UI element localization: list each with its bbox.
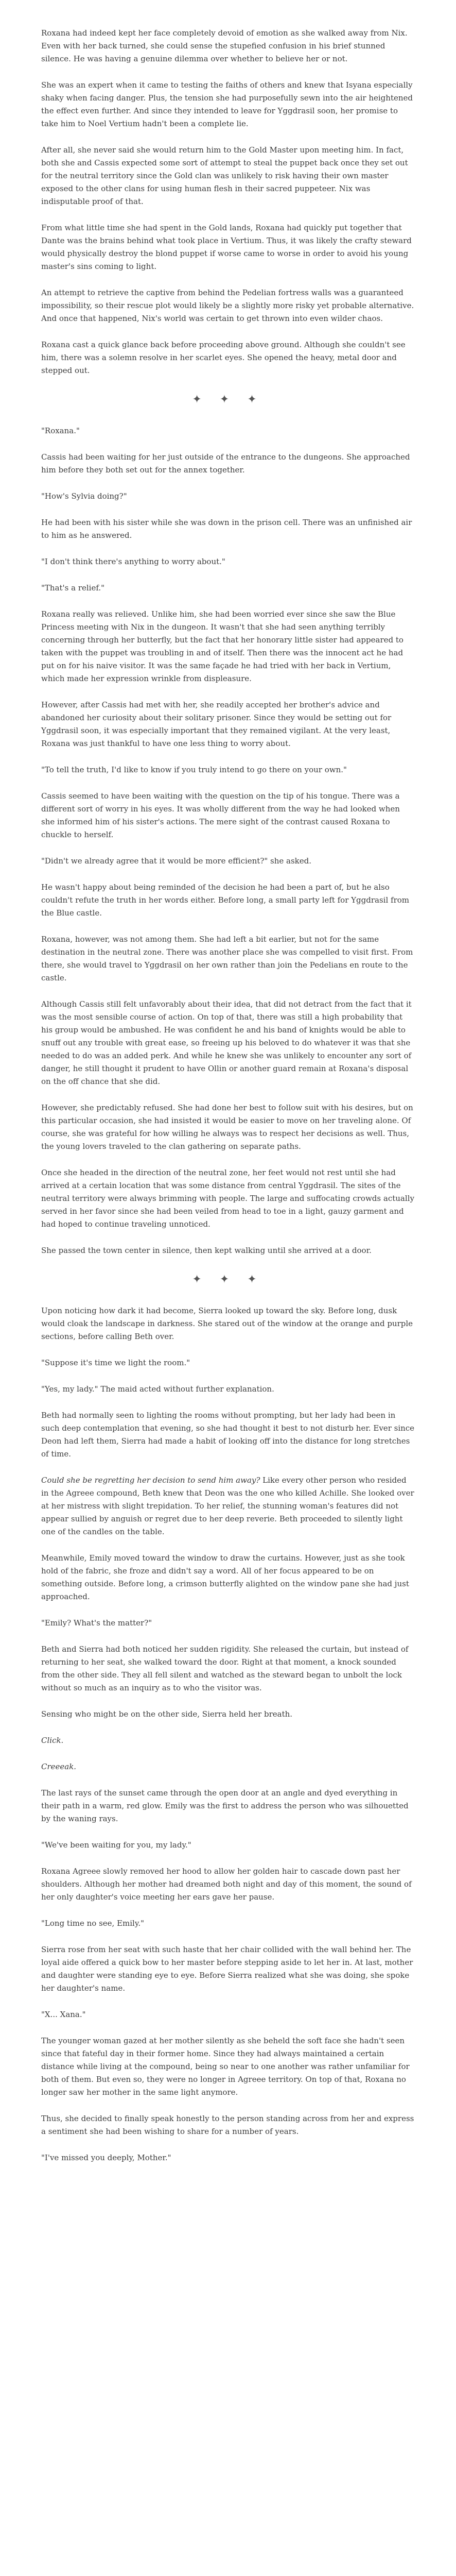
- paragraph: Upon noticing how dark it had become, Sierra looked up toward the sky. Before long, dusk would cloak the landscape in darkness. She stared out of the window at the orange and purple sections, before calling Beth over.: [41, 1306, 413, 1341]
- paragraph: [41, 1474, 415, 1538]
- paragraph: "Emily? What's the matter?": [41, 1618, 152, 1628]
- paragraph: He had been with his sister while she was down in the prison cell. There was an unfinished air to him as he answered.: [41, 518, 412, 540]
- paragraph: However, she predictably refused. She had done her best to follow suit with his desires, but on this particular occasion, she had insisted it would be easier to move on her traveling alone. Of course, she was grateful for how willing he always was to respect her decisions as well. Thus, the young lovers traveled to the clan gathering on separate paths.: [41, 1103, 413, 1151]
- paragraph: Beth and Sierra had both noticed her sudden rigidity. She released the curtain, but instead of returning to her seat, she walked toward the door. Right at that moment, a knock sounded from the other side. They all fell silent and watched as the steward began to unbolt the lock without so much as an inquiry as to who the visitor was.: [41, 1645, 409, 1692]
- paragraph-rest: Like every other person who resided in the Agreee compound, Beth knew that Deon was the one who killed Achille. She looked over at her mistress with slight trepidation. To her relief, the stunning woman's features did not appear sullied by anguish or regret due to her deep reverie. Beth proceeded to silently light one of the candles on the table.: [41, 1476, 414, 1536]
- paragraph: Creeeak.: [41, 1762, 77, 1771]
- paragraph: "Yes, my lady." The maid acted without further explanation.: [41, 1384, 274, 1394]
- paragraph: After all, she never said she would return him to the Gold Master upon meeting him. In fact, both she and Cassis expected some sort of attempt to steal the puppet back once they set out for the neutral territory since the Gold clan was unlikely to risk having their own master exposed to the other clans for using human flesh in their sacred puppeteer. Nix was indisputable proof of that.: [41, 145, 408, 206]
- paragraph: Roxana Agreee slowly removed her hood to allow her golden hair to cascade down past her shoulders. Although her mother had dreamed both night and day of this moment, the sound of her only daughter's voice meeting her ears gave her pause.: [41, 1867, 412, 1902]
- paragraph: She passed the town center in silence, then kept walking until she arrived at a door.: [41, 1246, 372, 1255]
- paragraph: "We've been waiting for you, my lady.": [41, 1840, 191, 1850]
- paragraph: Roxana had indeed kept her face completely devoid of emotion as she walked away from Nix. Even with her back turned, she could sense the stupefied confusion in his brief stunned silence. He was having a genuine dilemma over whether to believe her or not.: [41, 28, 408, 63]
- paragraph: However, after Cassis had met with her, she readily accepted her brother's advice and abandoned her curiosity about their solitary prisoner. Since they would be setting out for Yggdrasil soon, it was especially important that they remained vigilant. At the very least, Roxana was just thankful to have one less thing to worry about.: [41, 700, 392, 748]
- paragraph: Once she headed in the direction of the neutral zone, her feet would not rest until she had arrived at a certain location that was some distance from central Yggdrasil. The sites of the neutral territory were always brimming with people. The large and suffocating crowds actually served in her favor since she had been veiled from head to toe in a light, gauzy garment and had hoped to continue traveling unnoticed.: [41, 1168, 414, 1229]
- paragraph: "How's Sylvia doing?": [41, 492, 127, 501]
- paragraph: "Suppose it's time we light the room.": [41, 1358, 190, 1367]
- paragraph: "That's a relief.": [41, 583, 105, 592]
- paragraph: Cassis seemed to have been waiting with the question on the tip of his tongue. There was a different sort of worry in his eyes. It was wholly different from the way he had looked when she informed him of his sister's actions. The mere sight of the contrast caused Roxana to chuckle to herself.: [41, 791, 400, 839]
- paragraph: Cassis had been waiting for her just outside of the entrance to the dungeons. She approached him before they both set out for the annex together.: [41, 452, 410, 474]
- paragraph: "I've missed you deeply, Mother.": [41, 2153, 171, 2162]
- paragraph: Sensing who might be on the other side, Sierra held her breath.: [41, 1709, 293, 1719]
- paragraph: Sierra rose from her seat with such haste that her chair collided with the wall behind her. The loyal aide offered a quick bow to her master before stepping aside to let her in. At last, mother and daughter were standing eye to eye. Before Sierra realized what she was doing, she spoke her daughter's name.: [41, 1945, 413, 1993]
- paragraph: Thus, she decided to finally speak honestly to the person standing across from her and express a sentiment she had been wishing to share for a number of years.: [41, 2114, 414, 2136]
- scene-break: ✦ ✦ ✦: [192, 393, 264, 406]
- scene-break: ✦ ✦ ✦: [192, 1273, 264, 1286]
- paragraph: "Roxana.": [41, 426, 80, 435]
- paragraph: The younger woman gazed at her mother silently as she beheld the soft face she hadn't seen since that fateful day in their former home. Since they had always maintained a certain distance while living at the compound, being so near to one another was rather unfamiliar for both of them. But even so, they were no longer in Agreee territory. On top of that, Roxana no longer saw her mother in the same light anymore.: [41, 2036, 410, 2097]
- paragraph: An attempt to retrieve the captive from behind the Pedelian fortress walls was a guaranteed impossibility, so their rescue plot would likely be a slightly more risky yet probable alternative. And once that happened, Nix's world was certain to get thrown into even wilder chaos.: [41, 288, 414, 323]
- paragraph: The last rays of the sunset came through the open door at an angle and dyed everything in their path in a warm, red glow. Emily was the first to address the person who was silhouetted by the waning rays.: [41, 1788, 409, 1823]
- paragraph: He wasn't happy about being reminded of the decision he had been a part of, but he also couldn't refute the truth in her words either. Before long, a small party left for Yggdrasil from the Blue castle.: [41, 883, 410, 918]
- paragraph: Roxana, however, was not among them. She had left a bit earlier, but not for the same destination in the neutral zone. There was another place she was compelled to visit first. From there, she would travel to Yggdrasil on her own rather than join the Pedelians en route to the castle.: [41, 935, 413, 982]
- paragraph: Roxana cast a quick glance back before proceeding above ground. Although she couldn't see him, there was a solemn resolve in her scarlet eyes. She opened the heavy, metal door and stepped out.: [41, 340, 406, 375]
- paragraph: "Didn't we already agree that it would be more efficient?" she asked.: [41, 856, 312, 866]
- paragraph: Click.: [41, 1736, 64, 1745]
- paragraph: Although Cassis still felt unfavorably about their idea, that did not detract from the fact that it was the most sensible course of action. On top of that, there was still a high probability that his group would be ambushed. He was confident he and his band of knights would be able to snuff out any trouble with great ease, so freeing up his beloved to do whatever it was that she needed to do was an added perk. And while he knew she was unlikely to encounter any sort of danger, he still thought it prudent to have Ollin or another guard remain at Roxana's disposal on the off chance that she did.: [41, 999, 412, 1086]
- paragraph: Roxana really was relieved. Unlike him, she had been worried ever since she saw the Blue Princess meeting with Nix in the dungeon. It wasn't that she had seen anything terribly concerning through her butterfly, but the fact that her honorary little sister had appeared to taken with the puppet was troubling in and of itself. Then there was the innocent act he had put on for his naive visitor. It was the same façade he had tried with her back in Vertium, which made her expression wrinkle from displeasure.: [41, 609, 404, 683]
- paragraph: "I don't think there's anything to worry about.": [41, 557, 225, 566]
- paragraph: From what little time she had spent in the Gold lands, Roxana had quickly put together that Dante was the brains behind what took place in Vertium. Thus, it was likely the crafty steward would physically destroy the blond puppet if worse came to worse in order to avoid his young master's sins coming to light.: [41, 223, 412, 271]
- paragraph: "X... Xana.": [41, 2010, 86, 2019]
- paragraph: "To tell the truth, I'd like to know if you truly intend to go there on your own.": [41, 765, 347, 774]
- paragraph: She was an expert when it came to testing the faiths of others and knew that Isyana especially shaky when facing danger. Plus, the tension she had purposefully sewn into the air heightened the effect even further. And since they intended to leave for Yggdrasil soon, her promise to take him to Noel Vertium hadn't been a complete lie.: [41, 80, 413, 128]
- paragraph: Beth had normally seen to lighting the rooms without prompting, but her lady had been in such deep contemplation that evening, so she had thought it best to not disturb her. Ever since Deon had left them, Sierra had made a habit of looking off into the distance for long stretches of time.: [41, 1411, 415, 1459]
- paragraph: "Long time no see, Emily.": [41, 1919, 144, 1928]
- paragraph: Meanwhile, Emily moved toward the window to draw the curtains. However, just as she took hold of the fabric, she froze and didn't say a word. All of her focus appeared to be on something outside. Before long, a crimson butterfly alighted on the window pane she had just approached.: [41, 1553, 409, 1601]
- paragraph-italic-lead: Could she be regretting her decision to send him away?: [41, 1476, 260, 1485]
